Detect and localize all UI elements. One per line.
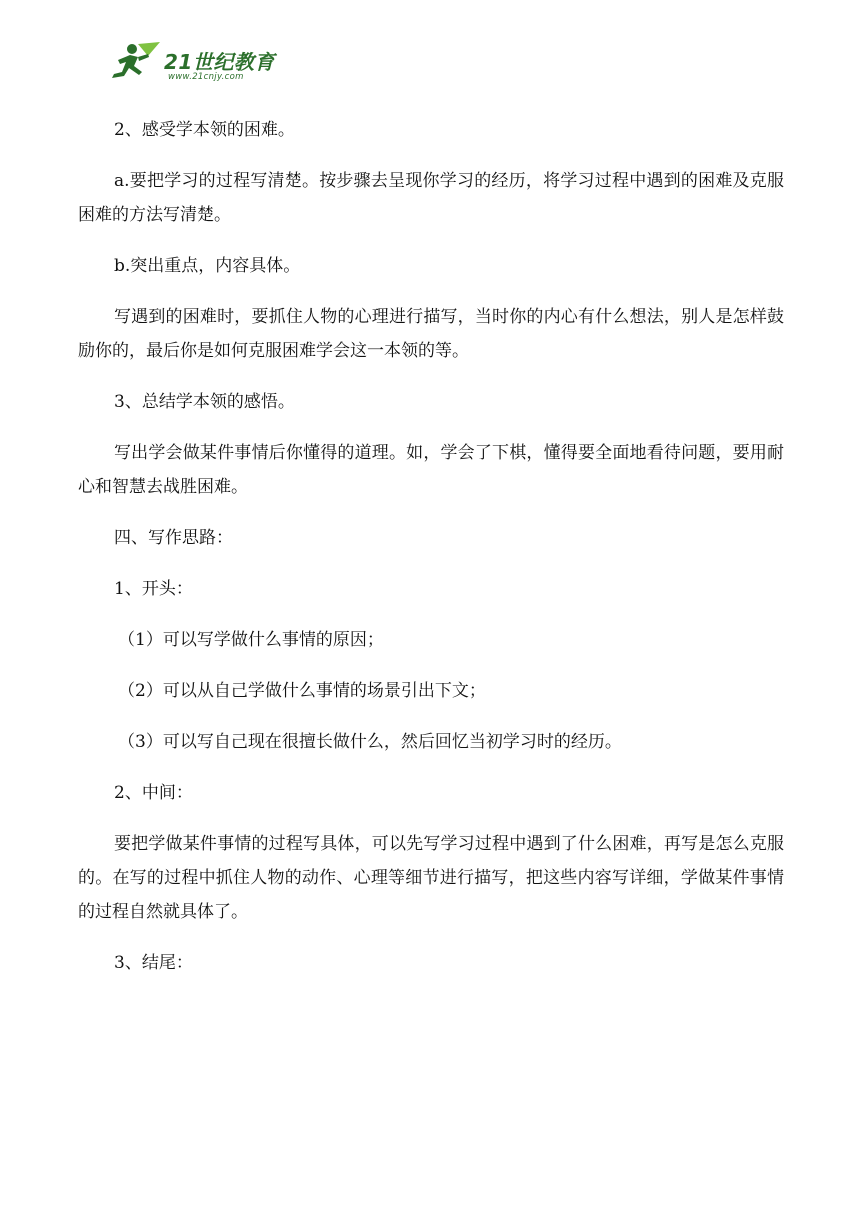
- difficulty-detail-paragraph: 写遇到的困难时，要抓住人物的心理进行描写，当时你的内心有什么想法，别人是怎样鼓励你的，最后你是如何克服困难学会这一本领的等。: [78, 307, 784, 361]
- heading-opening: 1、开头：: [114, 579, 193, 599]
- point-a-paragraph: a.要把学习的过程写清楚。按步骤去呈现你学习的经历，将学习过程中遇到的困难及克服困难的方法写清楚。: [78, 171, 784, 225]
- logo-url: www.21cnjy.com: [168, 72, 244, 82]
- insight-paragraph: 写出学会做某件事情后你懂得的道理。如，学会了下棋，懂得要全面地看待问题，要用耐心和智慧去战胜困难。: [78, 443, 784, 497]
- section-heading-approach: 四、写作思路：: [114, 528, 233, 548]
- heading-ending: 3、结尾：: [114, 953, 193, 973]
- logo-title: 21世纪教育: [164, 50, 275, 74]
- opening-option-2: （2）可以从自己学做什么事情的场景引出下文；: [118, 681, 486, 701]
- runner-logo-icon: [108, 40, 164, 82]
- point-b-paragraph: b.突出重点，内容具体。: [114, 256, 301, 276]
- header-logo: [108, 40, 288, 86]
- document-body: [78, 113, 784, 997]
- opening-option-1: （1）可以写学做什么事情的原因；: [118, 630, 384, 650]
- heading-middle: 2、中间：: [114, 783, 193, 803]
- opening-option-3: （3）可以写自己现在很擅长做什么，然后回忆当初学习时的经历。: [118, 732, 622, 752]
- middle-paragraph: 要把学做某件事情的过程写具体，可以先写学习过程中遇到了什么困难，再写是怎么克服的。在写的过程中抓住人物的动作、心理等细节进行描写，把这些内容写详细，学做某件事情的过程自然就具体了。: [78, 834, 784, 922]
- heading-difficulty: 2、感受学本领的困难。: [114, 120, 295, 140]
- heading-insight: 3、总结学本领的感悟。: [114, 392, 295, 412]
